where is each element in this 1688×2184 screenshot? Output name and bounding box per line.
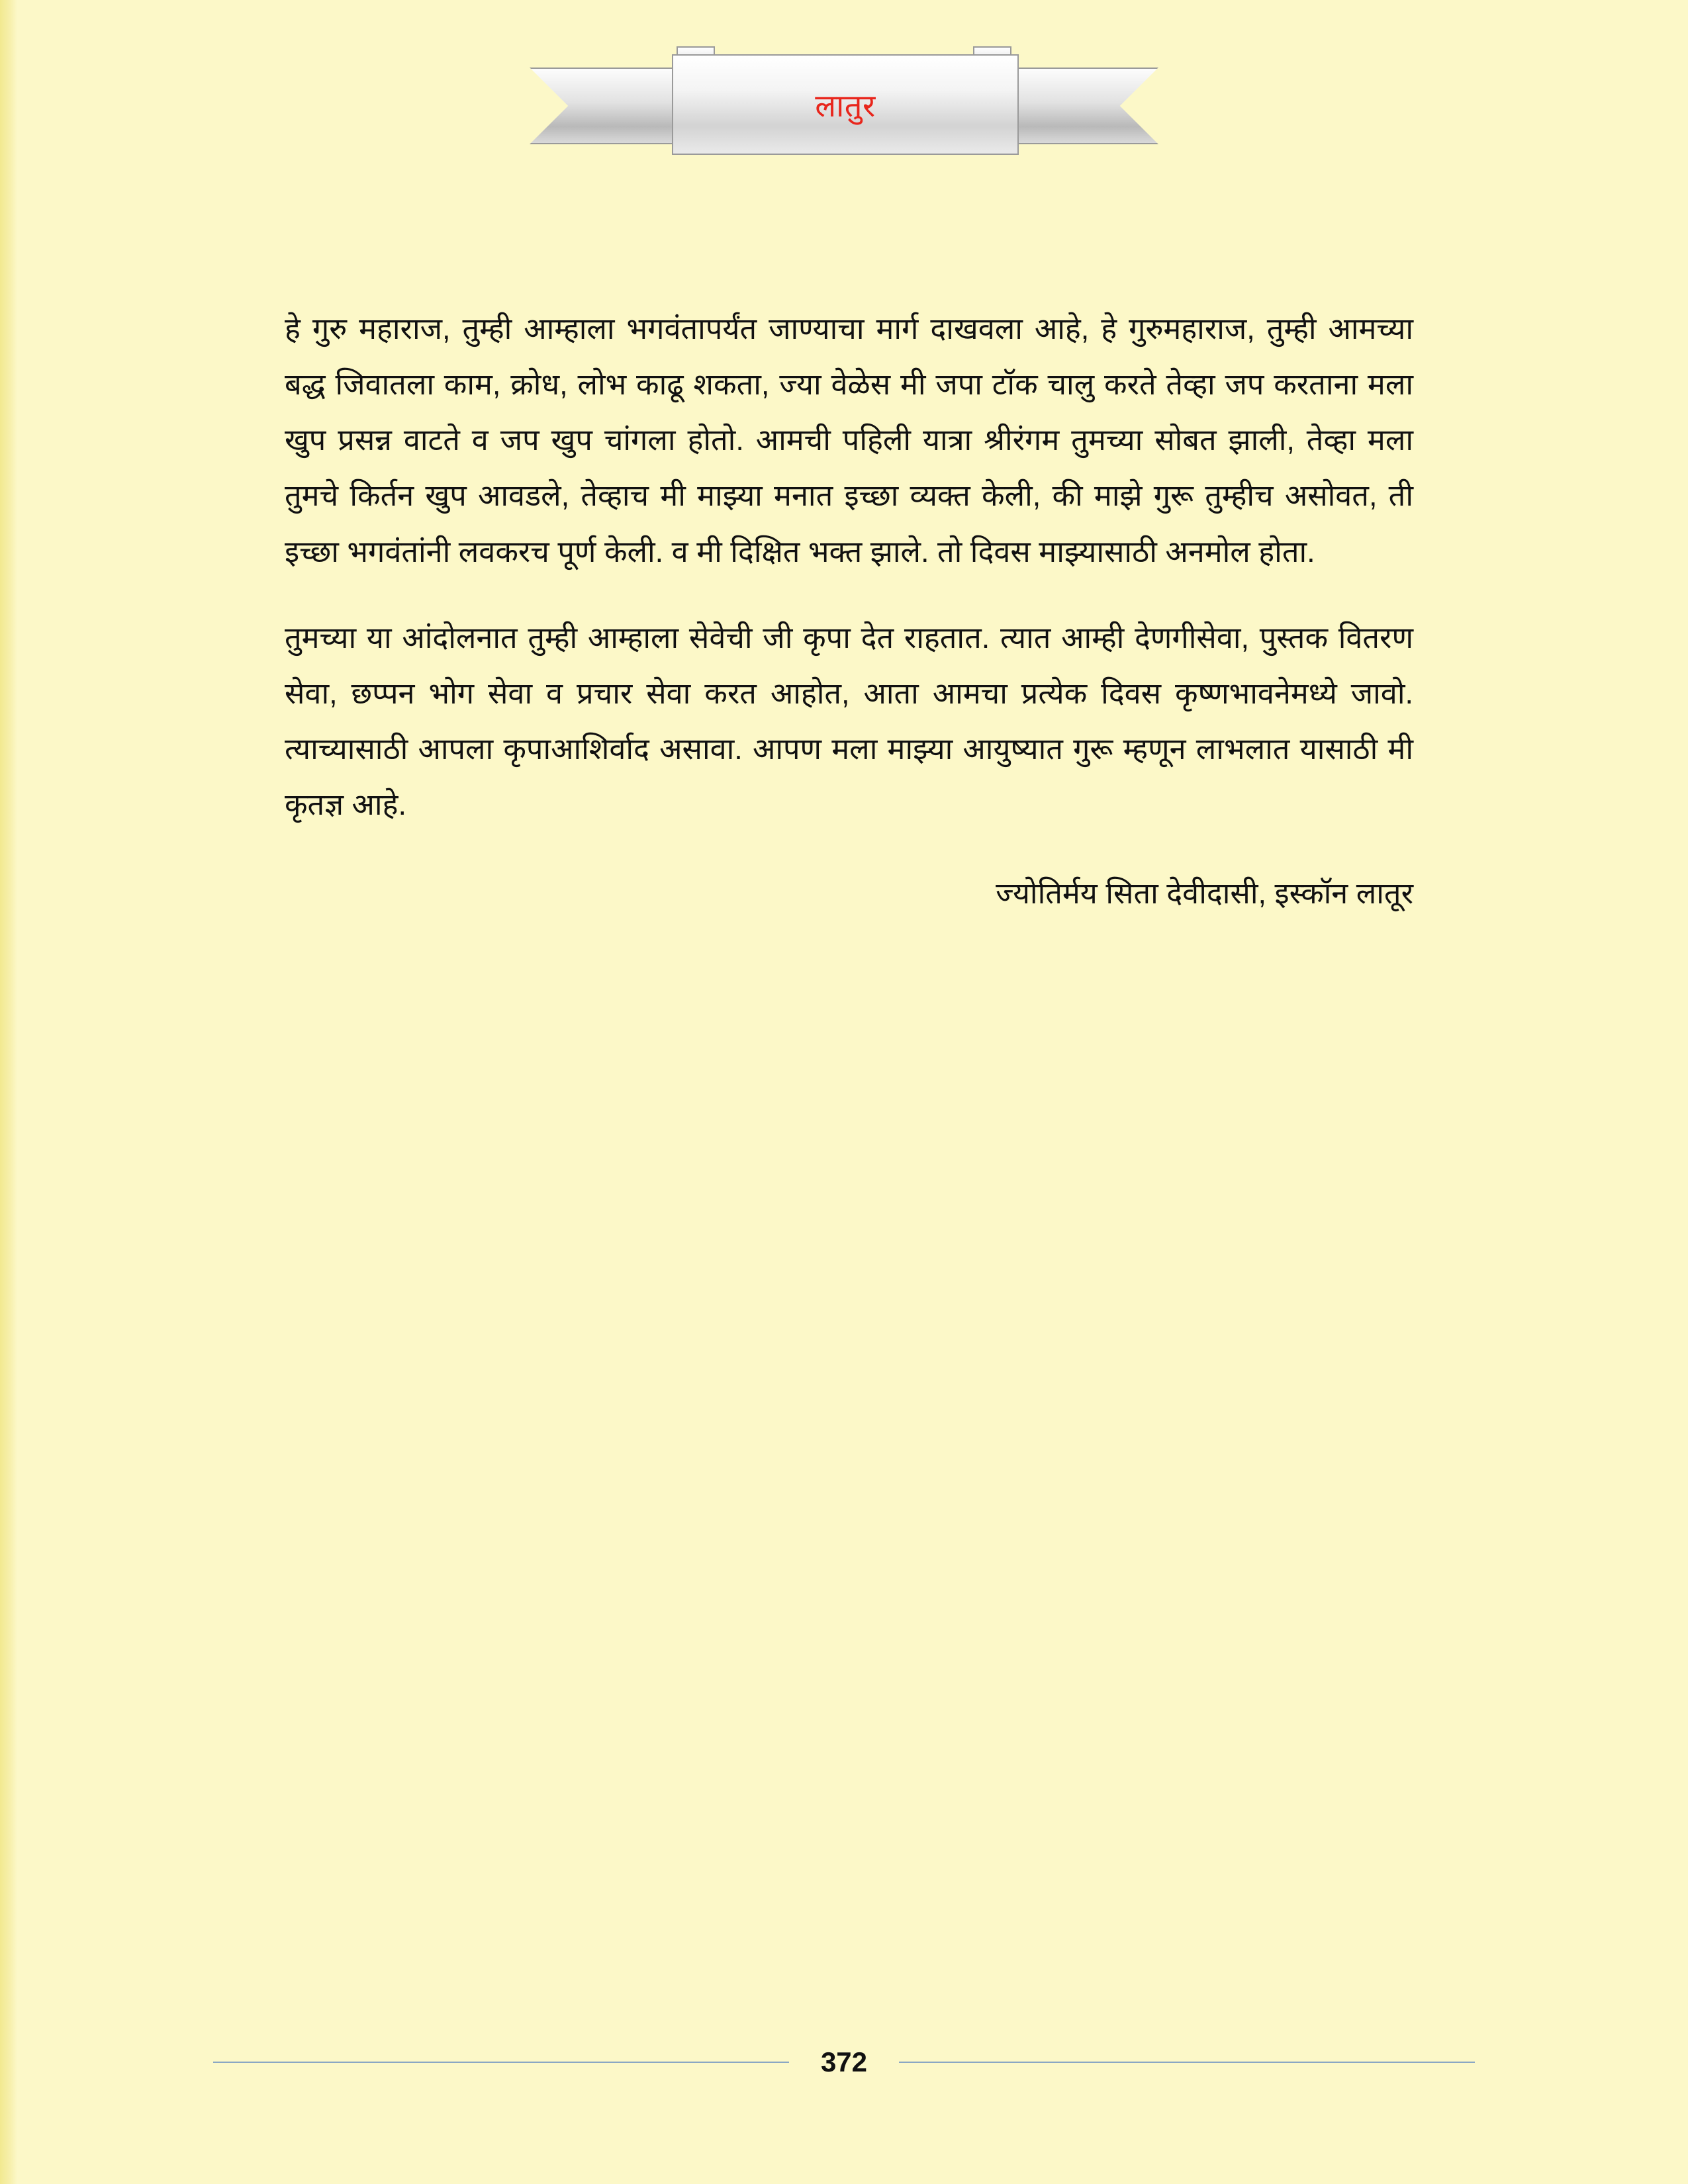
- left-accent-bar: [0, 0, 17, 2184]
- body-paragraph-2: तुमच्या या आंदोलनात तुम्ही आम्हाला सेवेची जी कृपा देत राहतात. त्यात आम्ही देणगीसेवा, पुस्तक वितरण सेवा, छप्पन भोग सेवा व प्रचार सेवा करत आहोत, आता आमचा प्रत्येक दिवस कृष्णभावनेमध्ये जावो. त्याच्यासाठी आपला कृपाआशिर्वाद असावा. आपण मला माझ्या आयुष्यात गुरू म्हणून लाभलात यासाठी मी कृतज्ञ आहे.: [285, 620, 1413, 822]
- page-body: [285, 301, 1413, 913]
- footer-rule-right: [899, 2062, 1475, 2063]
- ribbon-graphic: [530, 40, 1158, 162]
- ribbon-banner: [0, 40, 1688, 162]
- author-signature: ज्योतिर्मय सिता देवीदासी, इस्कॉन लातूर: [996, 876, 1413, 911]
- ribbon-center-panel: [672, 54, 1019, 155]
- page-footer: [0, 2046, 1688, 2078]
- body-paragraph-1: हे गुरु महाराज, तुम्ही आम्हाला भगवंतापर्यंत जाण्याचा मार्ग दाखवला आहे, हे गुरुमहाराज, तुम्ही आमच्या बद्ध जिवातला काम, क्रोध, लोभ काढू शकता, ज्या वेळेस मी जपा टॉक चालु करते तेव्हा जप करताना मला खुप प्रसन्न वाटते व जप खुप चांगला होतो. आमची पहिली यात्रा श्रीरंगम तुमच्या सोबत झाली, तेव्हा मला तुमचे किर्तन खुप आवडले, तेव्हाच मी माझ्या मनात इच्छा व्यक्त केली, की माझे गुरू तुम्हीच असोवत, ती इच्छा भगवंतांनी लवकरच पूर्ण केली. व मी दिक्षित भक्त झाले. तो दिवस माझ्यासाठी अनमोल होता.: [285, 312, 1413, 569]
- ribbon-title: लातुर: [815, 88, 876, 123]
- footer-rule-left: [213, 2062, 789, 2063]
- page-number: 372: [820, 2046, 868, 2077]
